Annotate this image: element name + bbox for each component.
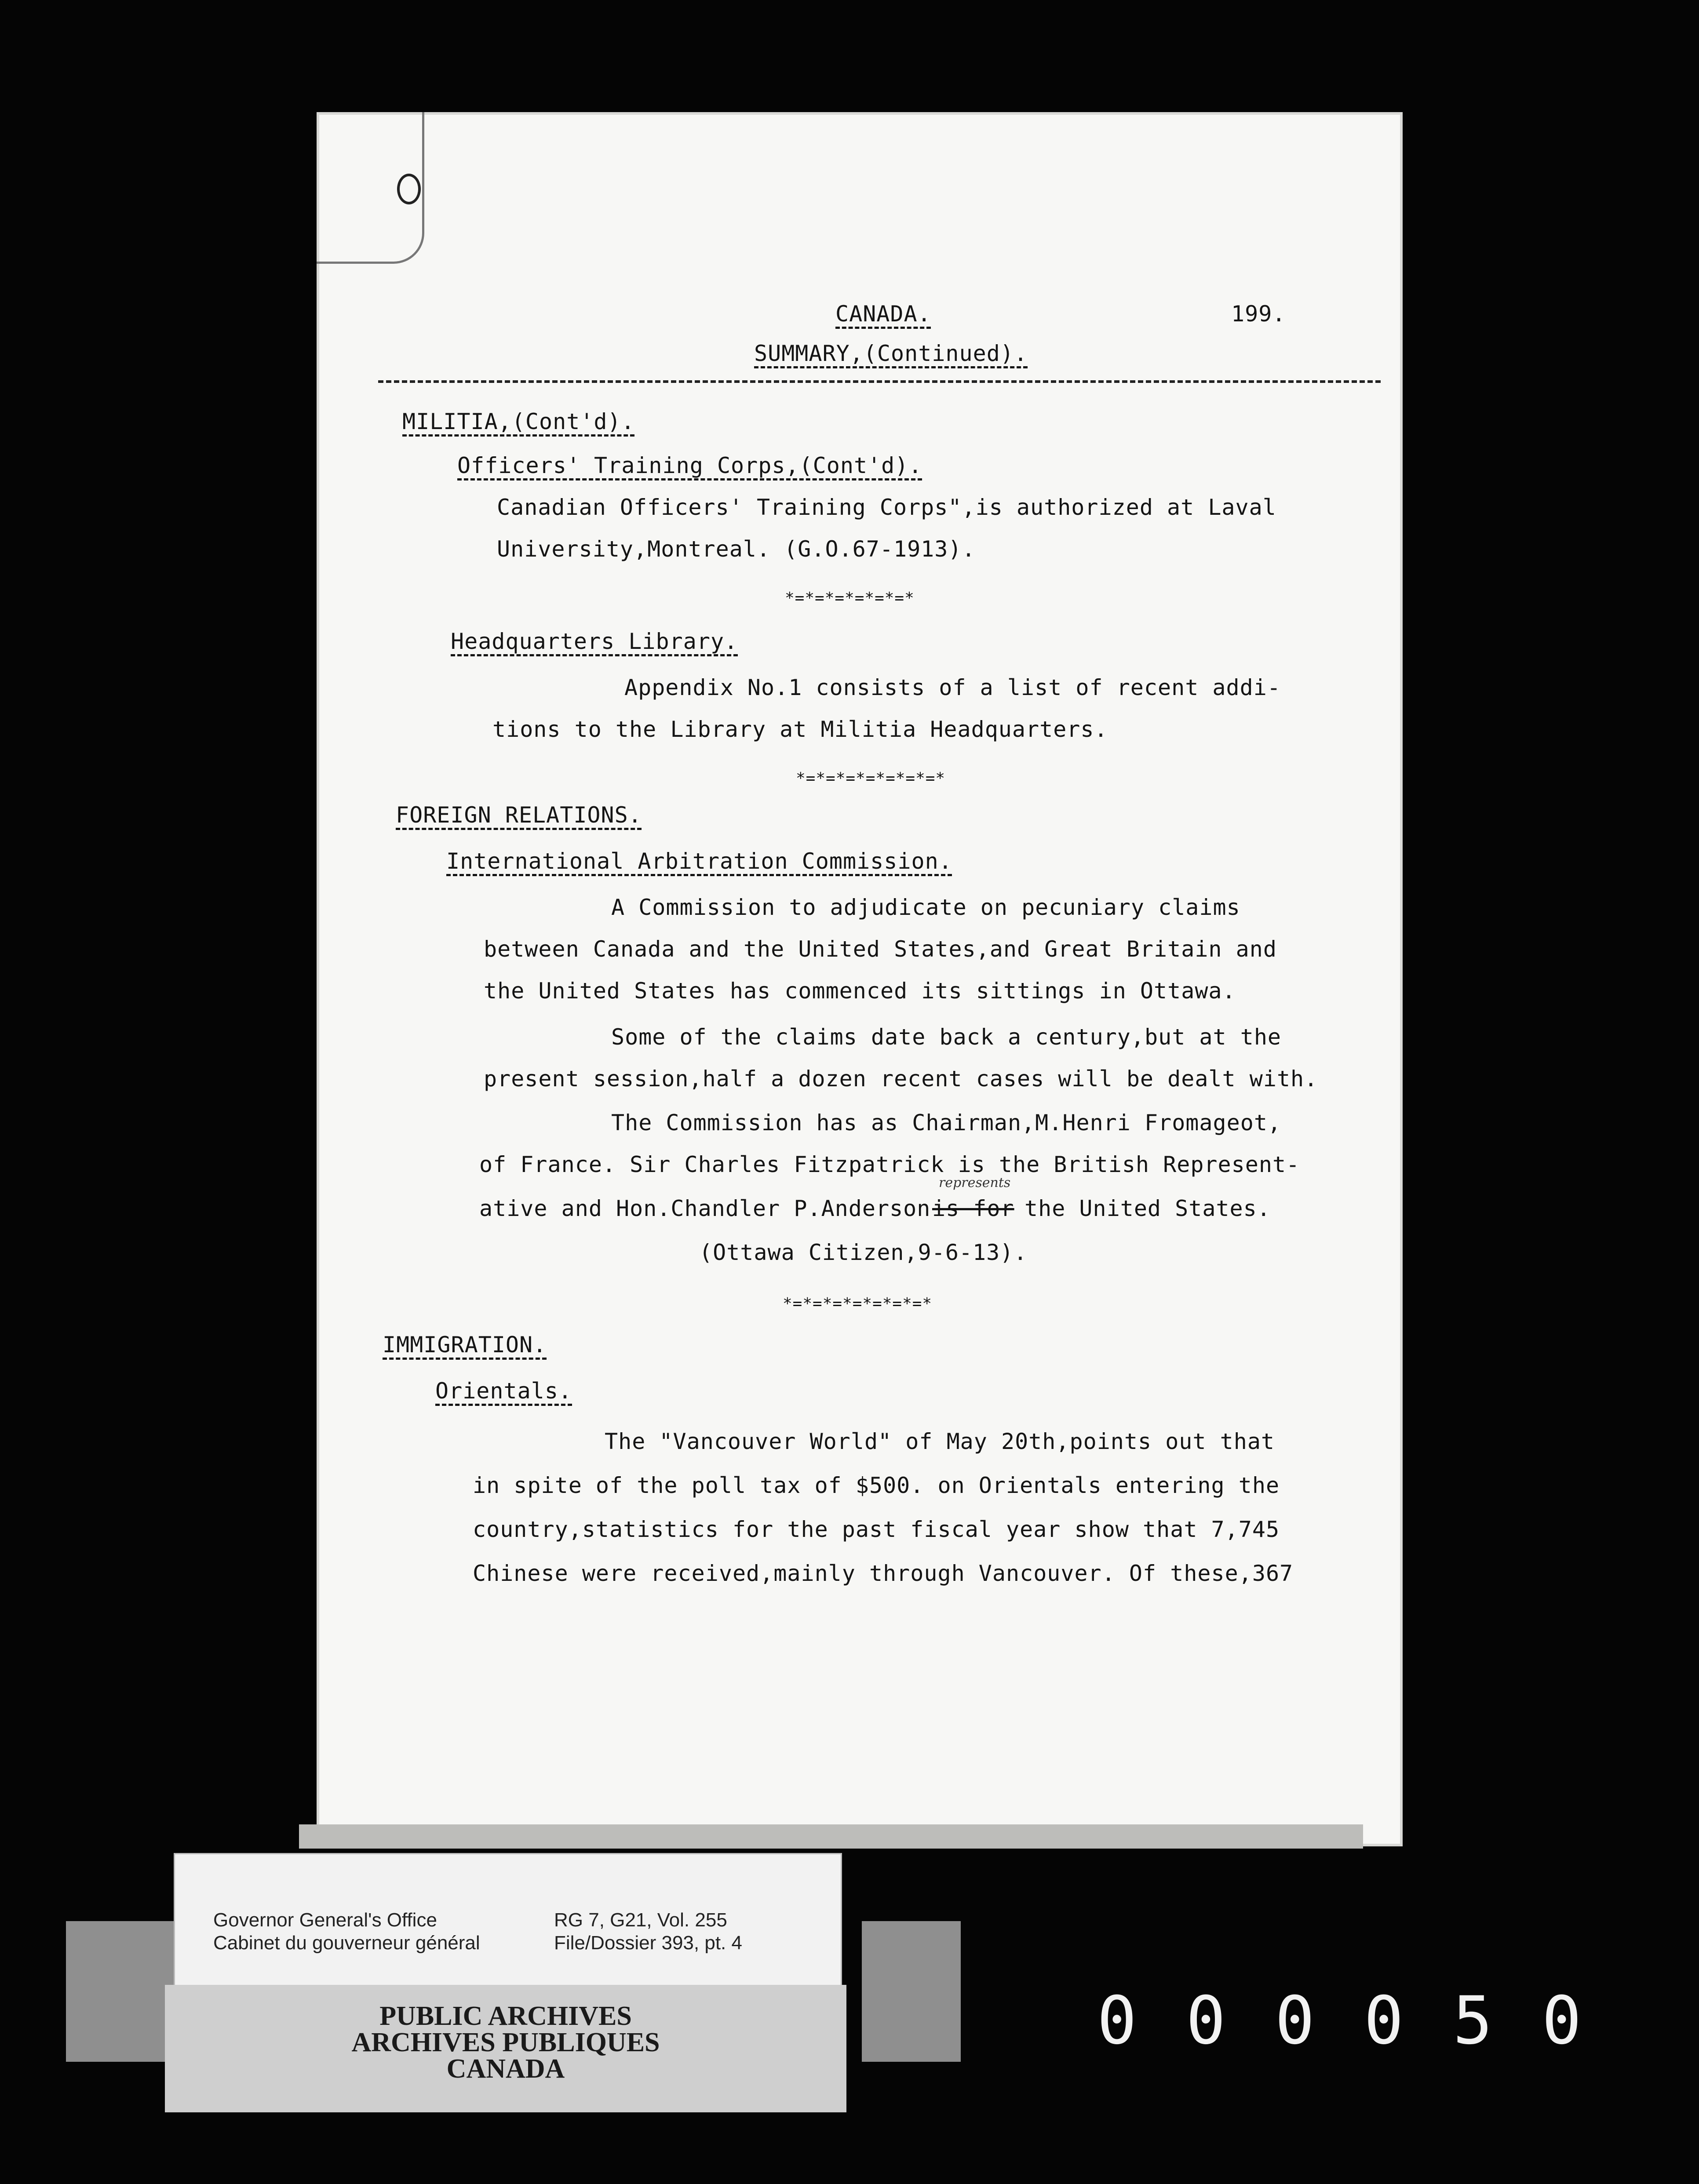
paragraph-line: between Canada and the United States,and Great Britain and bbox=[484, 936, 1277, 962]
file-dossier: File/Dossier 393, pt. 4 bbox=[554, 1932, 742, 1954]
office-en: Governor General's Office bbox=[213, 1909, 437, 1931]
paragraph-line: The "Vancouver World" of May 20th,points out that bbox=[605, 1429, 1275, 1454]
separator: *=*=*=*=*=*=*=* bbox=[783, 1295, 933, 1313]
microfilm-frame-number: 000050 bbox=[1097, 1983, 1631, 2059]
subheading-library: Headquarters Library. bbox=[451, 629, 738, 654]
subheading-otc: Officers' Training Corps,(Cont'd). bbox=[457, 453, 922, 478]
paragraph-line: present session,half a dozen recent cases will be dealt with. bbox=[484, 1066, 1318, 1092]
punch-hole bbox=[397, 174, 421, 204]
struck-text: is for bbox=[932, 1196, 1014, 1221]
office-fr: Cabinet du gouverneur général bbox=[213, 1932, 480, 1954]
section-heading-foreign: FOREIGN RELATIONS. bbox=[396, 802, 642, 828]
paragraph-line: in spite of the poll tax of $500. on Orientals entering the bbox=[473, 1473, 1280, 1498]
archives-en: PUBLIC ARCHIVES bbox=[379, 2001, 632, 2031]
dashed-rule bbox=[378, 380, 1381, 383]
page-title: CANADA. bbox=[835, 301, 931, 327]
paragraph-line: the United States has commenced its sittings in Ottawa. bbox=[484, 978, 1236, 1004]
paragraph-line: the United States. bbox=[1025, 1196, 1271, 1221]
page-subtitle: SUMMARY,(Continued). bbox=[754, 341, 1028, 366]
label-stub-right bbox=[862, 1921, 961, 2062]
label-stub-left bbox=[66, 1921, 180, 2062]
archive-reference-label bbox=[174, 1853, 842, 1994]
public-archives-label bbox=[165, 1985, 846, 2112]
handwritten-correction: represents bbox=[939, 1175, 1011, 1190]
paragraph-line: University,Montreal. (G.O.67-1913). bbox=[497, 536, 976, 562]
record-group: RG 7, G21, Vol. 255 bbox=[554, 1909, 727, 1931]
page-shadow-edge bbox=[299, 1824, 1363, 1849]
separator: *=*=*=*=*=*=*=* bbox=[796, 769, 946, 787]
paragraph-line: Appendix No.1 consists of a list of recent addi- bbox=[624, 675, 1281, 700]
paragraph-line: of France. Sir Charles Fitzpatrick is the British Represent- bbox=[479, 1152, 1300, 1177]
separator: *=*=*=*=*=*=* bbox=[785, 589, 915, 607]
paragraph-line: The Commission has as Chairman,M.Henri Fromageot, bbox=[611, 1110, 1282, 1136]
subheading-orientals: Orientals. bbox=[435, 1378, 572, 1404]
section-heading-militia: MILITIA,(Cont'd). bbox=[402, 409, 635, 434]
paragraph-line: Chinese were received,mainly through Vancouver. Of these,367 bbox=[473, 1561, 1294, 1586]
archives-fr: ARCHIVES PUBLIQUES bbox=[351, 2027, 660, 2057]
paragraph-line: Some of the claims date back a century,but at the bbox=[611, 1024, 1282, 1050]
paragraph-line: country,statistics for the past fiscal year show that 7,745 bbox=[473, 1517, 1280, 1542]
paragraph-line: ative and Hon.Chandler P.Anderson bbox=[479, 1196, 931, 1221]
page-number: 199. bbox=[1231, 301, 1286, 327]
paragraph-line: tions to the Library at Militia Headquarters. bbox=[492, 717, 1108, 742]
paragraph-line: A Commission to adjudicate on pecuniary claims bbox=[611, 895, 1240, 920]
archives-country: CANADA bbox=[446, 2054, 565, 2084]
citation: (Ottawa Citizen,9-6-13). bbox=[699, 1240, 1028, 1265]
subheading-arbitration: International Arbitration Commission. bbox=[446, 848, 952, 874]
section-heading-immigration: IMMIGRATION. bbox=[383, 1332, 547, 1358]
typed-page bbox=[317, 112, 1403, 1846]
paragraph-line: Canadian Officers' Training Corps",is authorized at Laval bbox=[497, 495, 1276, 520]
